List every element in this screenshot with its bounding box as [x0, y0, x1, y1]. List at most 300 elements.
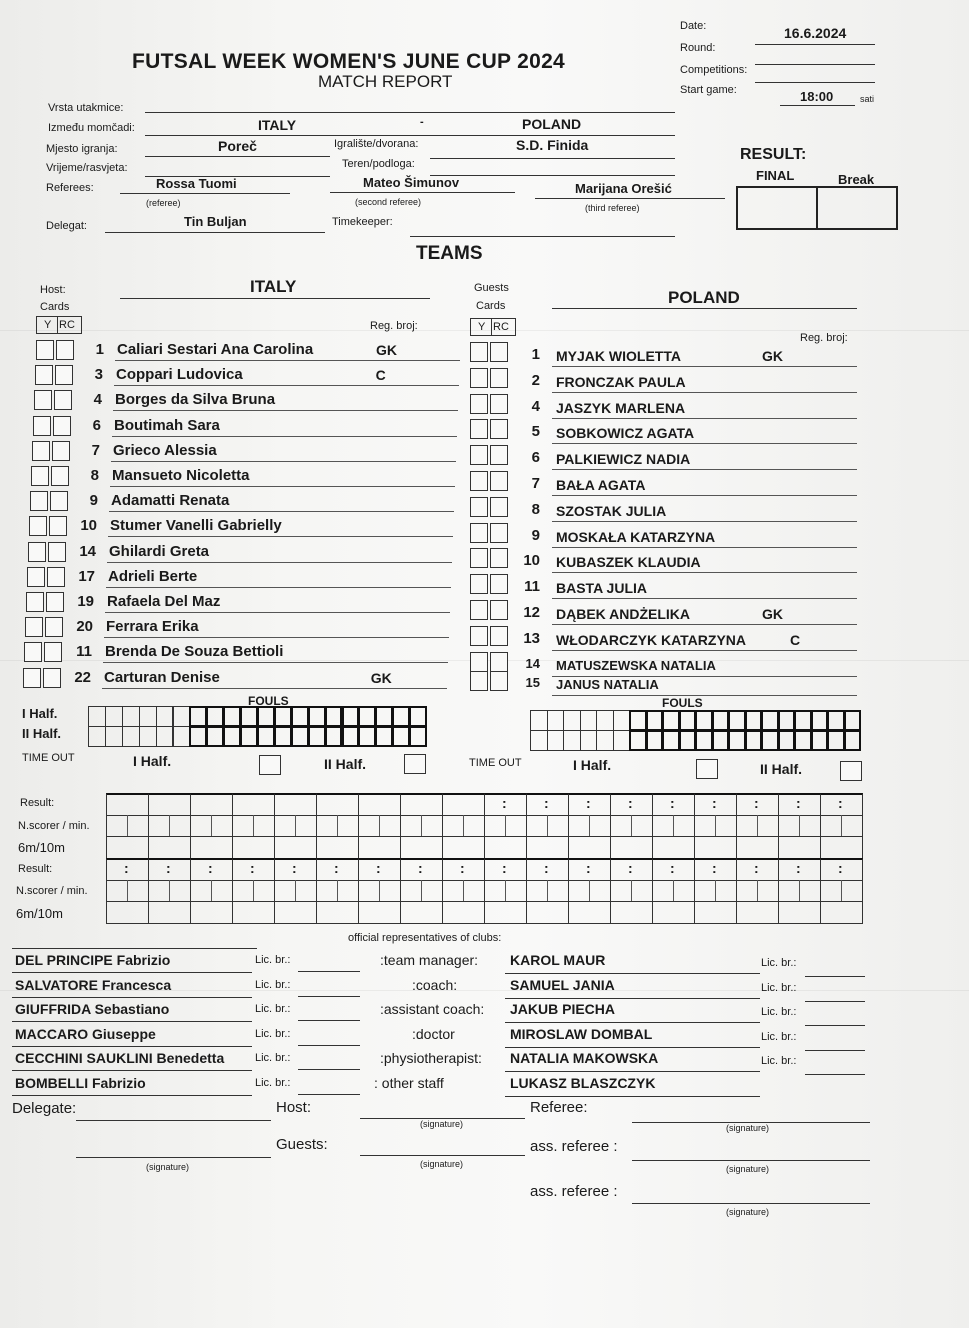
score-cell[interactable] [442, 793, 485, 816]
score-colon: : [628, 860, 633, 876]
host-card-yellow-0[interactable] [36, 340, 54, 360]
host-card-yellow-3[interactable] [33, 416, 51, 436]
guests-foul-cell[interactable] [778, 730, 796, 751]
host-foul-cell[interactable] [139, 706, 157, 727]
guests-foul-cell[interactable] [827, 710, 845, 731]
guests-player-number: 11 [524, 578, 540, 596]
score-cell[interactable] [274, 836, 317, 859]
official-role-label: :physiotherapist: [380, 1050, 482, 1067]
guests-player-number: 2 [531, 371, 540, 389]
host-card-yellow-10[interactable] [26, 592, 44, 612]
host-card-red-3[interactable] [53, 416, 71, 436]
guests-foul-cell[interactable] [563, 730, 581, 751]
host-foul-cell[interactable] [409, 726, 427, 747]
host-player-number: 14 [79, 542, 96, 560]
host-foul-cell[interactable] [274, 726, 292, 747]
guests-foul-cell[interactable] [613, 730, 631, 751]
guests-player-number: 1 [531, 346, 540, 363]
guests-foul-cell[interactable] [794, 730, 812, 751]
host-foul-cell[interactable] [325, 706, 343, 727]
score-cell[interactable] [274, 793, 317, 816]
pitch-label: Teren/podloga: [342, 158, 415, 170]
guests-card-yellow-12[interactable] [470, 652, 488, 672]
official-guest-name: NATALIA MAKOWSKA [510, 1050, 659, 1067]
host-foul-cell[interactable] [88, 726, 106, 747]
guests-card-yellow-2[interactable] [470, 394, 488, 414]
host-signature-caption: (signature) [420, 1119, 464, 1129]
score-cell[interactable] [652, 836, 695, 859]
official-guest-lic-label: Lic. br.: [761, 957, 797, 969]
hall-value: S.D. Finida [516, 137, 589, 153]
venue-city-label: Mjesto igranja: [46, 143, 118, 155]
host-foul-cell[interactable] [88, 706, 106, 727]
host-foul-cell[interactable] [223, 726, 241, 747]
referee-3-role: (third referee) [585, 203, 640, 213]
guests-player-number: 8 [531, 500, 540, 518]
guests-player-number: 4 [531, 397, 540, 415]
score-cell[interactable] [694, 901, 737, 924]
host-player-number: 4 [93, 391, 102, 409]
score-cell[interactable] [400, 836, 443, 859]
score-cell[interactable] [358, 901, 401, 924]
guests-timeout-half1-box[interactable] [696, 759, 718, 779]
score-colon: : [502, 860, 507, 876]
host-card-red-11[interactable] [45, 617, 63, 637]
host-foul-cell[interactable] [358, 706, 376, 727]
host-foul-cell[interactable] [122, 706, 140, 727]
host-player-number: 7 [91, 441, 100, 459]
guests-player-role: GK [762, 606, 783, 622]
host-card-yellow-6[interactable] [30, 491, 48, 511]
score-scorer-label-2: N.scorer / min. [16, 885, 88, 897]
guests-timeout-half1-label: I Half. [573, 757, 612, 773]
guests-foul-cell[interactable] [547, 730, 565, 751]
official-guest-name: SAMUEL JANIA [510, 976, 615, 993]
guests-foul-cell[interactable] [728, 730, 746, 751]
guests-card-red-7[interactable] [490, 523, 508, 543]
guests-player-number: 9 [531, 526, 540, 544]
host-timeout-half1-box[interactable] [259, 755, 281, 775]
host-card-red-4[interactable] [52, 441, 70, 461]
host-foul-cell[interactable] [358, 726, 376, 747]
ass-referee-2-label: ass. referee : [530, 1183, 618, 1200]
host-card-red-7[interactable] [49, 516, 67, 536]
host-player-number: 17 [78, 567, 95, 585]
guests-card-red-12[interactable] [490, 652, 508, 672]
score-cell[interactable] [400, 793, 443, 816]
official-host-lic-label: Lic. br.: [255, 978, 291, 991]
host-foul-cell[interactable] [274, 706, 292, 727]
guests-player-name: SZOSTAK JULIA [556, 502, 667, 519]
score-colon: : [502, 795, 507, 811]
official-guest-lic-label: Lic. br.: [761, 981, 797, 994]
host-player-number: 1 [95, 341, 104, 358]
guests-card-red-10[interactable] [490, 600, 508, 620]
guests-player-number: 6 [531, 449, 540, 467]
guests-card-red-5[interactable] [490, 471, 508, 491]
guests-player-name: DĄBEK ANDŻELIKA [556, 606, 691, 622]
host-card-yellow-4[interactable] [32, 441, 50, 461]
guests-card-yellow-13[interactable] [470, 671, 488, 691]
score-cell[interactable] [400, 901, 443, 924]
delegate-signature-caption: (signature) [146, 1162, 190, 1172]
score-cell[interactable] [736, 836, 779, 859]
host-card-red-9[interactable] [47, 567, 65, 587]
host-foul-cell[interactable] [122, 726, 140, 747]
team-dash: - [420, 116, 424, 128]
score-cell[interactable] [148, 793, 191, 816]
host-cards-label: Cards [40, 301, 70, 313]
guests-card-red-9[interactable] [490, 574, 508, 594]
guests-cards-header [470, 318, 516, 336]
host-player-name: Adamatti Renata [111, 492, 230, 510]
guests-foul-cell[interactable] [629, 710, 647, 731]
guests-card-yellow-5[interactable] [470, 471, 488, 491]
score-cell[interactable] [106, 836, 149, 859]
guests-player-name: BAŁA AGATA [556, 477, 646, 493]
score-cell[interactable] [190, 836, 233, 859]
guests-player-number: 5 [531, 423, 540, 441]
host-foul-cell[interactable] [139, 726, 157, 747]
host-card-red-2[interactable] [54, 390, 72, 410]
result-label: RESULT: [740, 146, 807, 163]
host-foul-cell[interactable] [342, 706, 360, 727]
score-cell[interactable] [358, 793, 401, 816]
host-card-yellow-2[interactable] [34, 390, 52, 410]
teams-heading: TEAMS [416, 243, 483, 264]
official-guest-lic-label: Lic. br.: [761, 1006, 797, 1019]
host-player-name: Boutimah Sara [114, 416, 220, 434]
score-6m-label-1: 6m/10m [18, 840, 65, 855]
host-player-number: 6 [92, 416, 101, 434]
score-cell[interactable] [484, 901, 527, 924]
guests-signature-label: Guests: [276, 1136, 328, 1153]
host-card-red-5[interactable] [51, 466, 69, 486]
guests-card-red-8[interactable] [490, 548, 508, 568]
host-foul-cell[interactable] [308, 726, 326, 747]
score-colon: : [754, 860, 759, 876]
guests-card-yellow-3[interactable] [470, 419, 488, 439]
guests-foul-cell[interactable] [530, 730, 548, 751]
host-foul-cell[interactable] [308, 706, 326, 727]
host-fouls-half2-label: II Half. [22, 726, 62, 741]
guests-foul-cell[interactable] [695, 710, 713, 731]
host-foul-cell[interactable] [223, 706, 241, 727]
venue-city: Poreč [218, 138, 257, 154]
referee-signature-caption: (signature) [726, 1123, 770, 1133]
host-player-name: Caliari Sestari Ana Carolina [117, 341, 314, 358]
score-colon: : [586, 860, 591, 876]
referees-label: Referees: [46, 182, 94, 194]
guests-card-yellow-1[interactable] [470, 368, 488, 388]
host-player-number: 19 [77, 593, 94, 610]
host-card-yellow-8[interactable] [28, 542, 46, 562]
host-card-red-6[interactable] [50, 491, 68, 511]
guests-player-number: 10 [523, 552, 540, 570]
officials-heading: official representatives of clubs: [348, 932, 502, 944]
round-label: Round: [680, 42, 716, 54]
host-foul-cell[interactable] [105, 706, 123, 727]
referee-2: Mateo Šimunov [363, 175, 460, 190]
guests-foul-cell[interactable] [580, 710, 598, 731]
score-scorer-label-1: N.scorer / min. [18, 820, 90, 832]
score-cell[interactable] [484, 836, 527, 859]
host-y-label: Y [44, 319, 52, 331]
guests-foul-cell[interactable] [662, 730, 680, 751]
score-colon: : [670, 860, 675, 876]
official-role-label: :coach: [412, 976, 458, 993]
host-card-red-0[interactable] [56, 340, 74, 360]
guests-card-yellow-4[interactable] [470, 445, 488, 465]
guests-card-yellow-10[interactable] [470, 600, 488, 620]
host-timeout-half1-label: I Half. [133, 753, 172, 769]
score-colon: : [796, 860, 801, 876]
guests-card-yellow-11[interactable] [470, 626, 488, 646]
score-cell[interactable] [106, 901, 149, 924]
score-cell[interactable] [106, 793, 149, 816]
score-colon: : [460, 860, 465, 876]
guests-foul-cell[interactable] [596, 710, 614, 731]
guests-card-red-6[interactable] [490, 497, 508, 517]
score-colon: : [796, 795, 801, 811]
score-colon: : [712, 860, 717, 876]
guests-foul-cell[interactable] [811, 710, 829, 731]
guests-foul-cell[interactable] [679, 710, 697, 731]
guests-foul-cell[interactable] [646, 730, 664, 751]
guests-reg-label: Reg. broj: [800, 332, 848, 344]
guests-foul-cell[interactable] [844, 730, 862, 751]
host-player-number: 3 [94, 366, 103, 384]
host-card-yellow-7[interactable] [29, 516, 47, 536]
score-cell[interactable] [778, 836, 821, 859]
score-cell[interactable] [652, 901, 695, 924]
score-colon: : [208, 860, 213, 876]
host-foul-cell[interactable] [206, 726, 224, 747]
host-player-name: Brenda De Souza Bettioli [105, 643, 284, 661]
guests-card-red-4[interactable] [490, 445, 508, 465]
guests-card-red-3[interactable] [490, 419, 508, 439]
host-foul-cell[interactable] [156, 726, 174, 747]
host-card-red-12[interactable] [44, 642, 62, 662]
guests-foul-cell[interactable] [811, 730, 829, 751]
host-foul-cell[interactable] [240, 706, 258, 727]
guests-foul-cell[interactable] [530, 710, 548, 731]
host-timeout-half2-box[interactable] [404, 754, 426, 774]
host-player-role: GK [376, 342, 397, 358]
guests-foul-cell[interactable] [695, 730, 713, 751]
guests-player-name: SOBKOWICZ AGATA [556, 425, 695, 442]
host-card-yellow-11[interactable] [25, 617, 43, 637]
host-card-yellow-9[interactable] [27, 567, 45, 587]
official-host-name: SALVATORE Francesca [15, 976, 172, 993]
host-player-name: Adrieli Berte [108, 567, 198, 585]
guests-card-red-0[interactable] [490, 342, 508, 362]
host-foul-cell[interactable] [257, 706, 275, 727]
guests-card-yellow-9[interactable] [470, 574, 488, 594]
score-colon: : [418, 860, 423, 876]
host-card-yellow-5[interactable] [31, 466, 49, 486]
guests-card-yellow-6[interactable] [470, 497, 488, 517]
guests-card-yellow-8[interactable] [470, 548, 488, 568]
guests-foul-cell[interactable] [547, 710, 565, 731]
guests-card-red-13[interactable] [490, 671, 508, 691]
host-card-red-13[interactable] [43, 668, 61, 688]
match-type-label: Vrsta utakmice: [48, 102, 124, 114]
guests-card-yellow-0[interactable] [470, 342, 488, 362]
official-role-label: :team manager: [380, 952, 479, 968]
score-cell[interactable] [232, 793, 275, 816]
host-foul-cell[interactable] [156, 706, 174, 727]
score-cell[interactable] [778, 901, 821, 924]
host-foul-cell[interactable] [291, 726, 309, 747]
score-cell[interactable] [232, 836, 275, 859]
guests-foul-cell[interactable] [679, 730, 697, 751]
score-cell[interactable] [274, 901, 317, 924]
score-cell[interactable] [232, 901, 275, 924]
score-cell[interactable] [358, 836, 401, 859]
score-cell[interactable] [442, 836, 485, 859]
host-player-name: Rafaela Del Maz [107, 593, 221, 610]
host-foul-cell[interactable] [206, 706, 224, 727]
score-cell[interactable] [694, 836, 737, 859]
host-card-yellow-13[interactable] [23, 668, 41, 688]
host-player-number: 8 [90, 467, 99, 484]
guests-label: Guests [474, 282, 509, 294]
score-cell[interactable] [316, 793, 359, 816]
ass-referee-1-label: ass. referee : [530, 1138, 618, 1155]
official-host-lic-label: Lic. br.: [255, 1077, 291, 1089]
guests-card-red-1[interactable] [490, 368, 508, 388]
host-foul-cell[interactable] [392, 726, 410, 747]
guests-timeout-half2-box[interactable] [840, 761, 862, 781]
score-cell[interactable] [148, 836, 191, 859]
guests-foul-cell[interactable] [761, 710, 779, 731]
score-cell[interactable] [736, 901, 779, 924]
score-cell[interactable] [316, 901, 359, 924]
guests-player-name: WŁODARCZYK KATARZYNA [556, 631, 747, 648]
host-card-red-10[interactable] [46, 592, 64, 612]
report-title: FUTSAL WEEK WOMEN'S JUNE CUP 2024 [132, 50, 566, 73]
guests-foul-cell[interactable] [629, 730, 647, 751]
host-player-name: Grieco Alessia [113, 441, 217, 459]
guests-card-red-11[interactable] [490, 626, 508, 646]
host-timeout-half2-label: II Half. [324, 756, 367, 772]
date-value: 16.6.2024 [784, 25, 847, 41]
delegate-label: Delegat: [46, 220, 87, 232]
guests-player-name: MATUSZEWSKA NATALIA [556, 657, 716, 673]
guests-foul-cell[interactable] [844, 710, 862, 731]
guests-foul-cell[interactable] [712, 730, 730, 751]
official-guest-name: KAROL MAUR [510, 952, 606, 968]
result-final-label: FINAL [756, 168, 795, 183]
guests-foul-cell[interactable] [712, 710, 730, 731]
host-foul-cell[interactable] [375, 706, 393, 727]
guests-foul-cell[interactable] [827, 730, 845, 751]
guests-foul-cell[interactable] [613, 710, 631, 731]
guests-player-name: FRONCZAK PAULA [556, 373, 686, 390]
host-foul-cell[interactable] [291, 706, 309, 727]
guests-fouls-label: FOULS [662, 696, 703, 710]
host-foul-cell[interactable] [240, 726, 258, 747]
host-foul-cell[interactable] [189, 706, 207, 727]
host-foul-cell[interactable] [409, 706, 427, 727]
between-teams-label: Između momčadi: [48, 122, 135, 134]
guests-foul-cell[interactable] [596, 730, 614, 751]
host-player-name: Ghilardi Greta [109, 542, 210, 560]
host-foul-cell[interactable] [105, 726, 123, 747]
guests-player-number: 7 [531, 475, 540, 492]
official-guest-lic-label: Lic. br.: [761, 1030, 797, 1043]
guests-foul-cell[interactable] [580, 730, 598, 751]
score-cell[interactable] [442, 901, 485, 924]
time-lighting-label: Vrijeme/rasvjeta: [46, 162, 128, 174]
guests-card-red-2[interactable] [490, 394, 508, 414]
host-foul-cell[interactable] [342, 726, 360, 747]
host-card-red-1[interactable] [55, 365, 73, 385]
guests-foul-cell[interactable] [745, 730, 763, 751]
host-foul-cell[interactable] [392, 706, 410, 727]
guests-foul-cell[interactable] [778, 710, 796, 731]
host-foul-cell[interactable] [173, 726, 191, 747]
guests-player-number: 15 [525, 674, 540, 690]
guests-card-yellow-7[interactable] [470, 523, 488, 543]
host-foul-cell[interactable] [189, 726, 207, 747]
official-host-lic-label: Lic. br.: [255, 1003, 291, 1016]
host-foul-cell[interactable] [173, 706, 191, 727]
guests-y-label: Y [478, 321, 486, 333]
score-cell[interactable] [526, 901, 569, 924]
score-cell[interactable] [610, 901, 653, 924]
guests-player-role: GK [762, 348, 783, 364]
score-cell[interactable] [190, 901, 233, 924]
host-foul-cell[interactable] [375, 726, 393, 747]
guests-foul-cell[interactable] [794, 710, 812, 731]
score-cell[interactable] [190, 793, 233, 816]
official-role-label: :doctor [412, 1025, 455, 1042]
score-cell[interactable] [526, 836, 569, 859]
host-card-red-8[interactable] [48, 542, 66, 562]
host-player-number: 10 [80, 517, 97, 535]
score-cell[interactable] [820, 901, 863, 924]
score-cell[interactable] [820, 836, 863, 859]
score-cell[interactable] [568, 836, 611, 859]
delegate-signature-label: Delegate: [12, 1100, 77, 1117]
guests-foul-cell[interactable] [563, 710, 581, 731]
host-card-yellow-1[interactable] [35, 365, 53, 385]
delegate-value: Tin Buljan [184, 214, 247, 229]
official-guest-name: MIROSLAW DOMBAL [510, 1025, 653, 1042]
host-foul-cell[interactable] [257, 726, 275, 747]
official-host-name: DEL PRINCIPE Fabrizio [15, 952, 171, 968]
guests-foul-cell[interactable] [761, 730, 779, 751]
start-game-label: Start game: [680, 84, 737, 96]
referee-1: Rossa Tuomi [156, 176, 237, 191]
score-cell[interactable] [148, 901, 191, 924]
score-cell[interactable] [316, 836, 359, 859]
guests-foul-cell[interactable] [646, 710, 664, 731]
host-foul-cell[interactable] [325, 726, 343, 747]
host-card-yellow-12[interactable] [24, 642, 42, 662]
guests-foul-cell[interactable] [745, 710, 763, 731]
guests-foul-cell[interactable] [728, 710, 746, 731]
guests-foul-cell[interactable] [662, 710, 680, 731]
official-role-label: : other staff [374, 1075, 444, 1091]
host-player-name: Ferrara Erika [106, 618, 199, 636]
score-cell[interactable] [610, 836, 653, 859]
score-cell[interactable] [568, 901, 611, 924]
score-colon: : [334, 860, 339, 876]
host-cards-header [36, 316, 82, 334]
